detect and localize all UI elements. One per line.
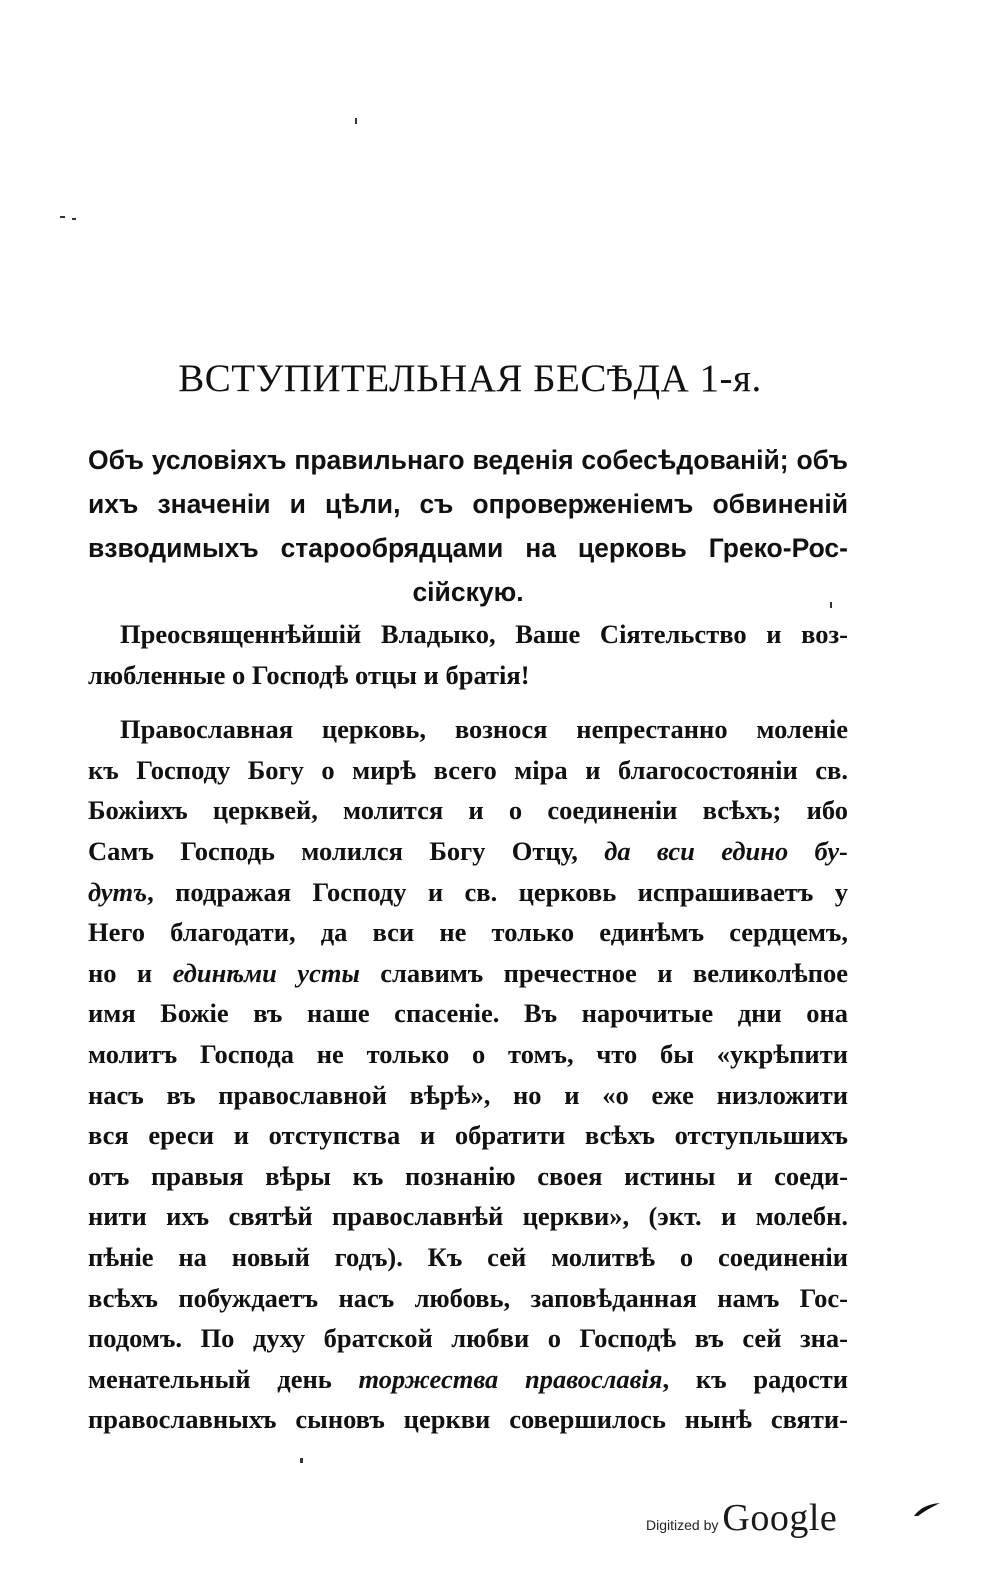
text-line: всѣхъ побуждаетъ насъ любовь, заповѣданная намъ Гос-	[88, 1282, 848, 1313]
text-line	[88, 872, 848, 913]
italic-quote: да вси едино бу-	[604, 835, 849, 866]
digitized-by-google-watermark	[646, 1496, 837, 1540]
text-line: Преосвященнѣйшій Владыко, Ваше Сіятельство и воз-	[120, 619, 848, 649]
text-line: вся ереси и отступства и обратити всѣхъ отступльшихъ	[88, 1120, 848, 1151]
text-run: Самъ Господь молился Богу Отцу,	[88, 835, 578, 866]
italic-quote: дутъ	[88, 876, 148, 907]
watermark-prefix: Digitized by	[646, 1517, 719, 1533]
scan-speck	[355, 118, 357, 124]
ink-mark-icon	[912, 1500, 942, 1518]
text-run: , къ радости	[662, 1363, 849, 1394]
text-line	[88, 953, 848, 994]
summary-line: взводимыхъ старообрядцами на церковь Греко-Рос-	[88, 533, 848, 563]
text-line: любленные о Господѣ отцы и братія!	[88, 659, 530, 690]
text-run: менательный день	[88, 1363, 332, 1394]
scan-speck	[300, 1458, 303, 1463]
italic-quote: единѣми усты	[172, 957, 360, 988]
scan-speck	[60, 216, 65, 218]
text-line: нити ихъ святѣй православнѣй церкви», (экт. и молебн.	[88, 1201, 848, 1232]
text-run: , подражая Господу и св. церковь испрашиваетъ у	[147, 876, 848, 907]
chapter-summary	[88, 438, 848, 614]
italic-quote: торжества православія	[358, 1363, 663, 1394]
body-text	[88, 614, 848, 1440]
scan-speck	[72, 218, 76, 220]
text-line: имя Божіе въ наше спасеніе. Въ нарочитые дни она	[88, 998, 848, 1029]
text-line: подомъ. По духу братской любви о Господѣ въ сей зна-	[88, 1323, 848, 1354]
text-line: отъ правыя вѣры къ познанію своея истины и соеди-	[88, 1160, 848, 1191]
text-line: пѣніе на новый годъ). Къ сей молитвѣ о соединеніи	[88, 1241, 848, 1272]
summary-line: сійскую.	[412, 577, 524, 607]
text-line: православныхъ сыновъ церкви совершилось нынѣ святи-	[88, 1404, 848, 1435]
text-run: но и	[88, 957, 153, 988]
text-line: къ Господу Богу о мирѣ всего міра и благосостояніи св.	[88, 754, 848, 785]
summary-line: ихъ значеніи и цѣли, съ опроверженіемъ обвиненій	[88, 489, 848, 519]
text-line: насъ въ православной вѣрѣ», но и «о еже низложити	[88, 1079, 848, 1110]
text-run: славимъ пречестное и великолѣпое	[380, 957, 848, 988]
page-title: ВСТУПИТЕЛЬНАЯ БЕСѢДА 1-я.	[178, 357, 762, 400]
text-line: Божіихъ церквей, молится и о соединеніи всѣхъ; ибо	[88, 795, 848, 826]
text-line: молитъ Господа не только о томъ, что бы «укрѣпити	[88, 1038, 848, 1069]
text-line: Православная церковь, вознося непрестанно моленіе	[120, 714, 848, 745]
text-line: Него благодати, да вси не только единѣмъ сердцемъ,	[88, 917, 848, 948]
google-logo: Google	[722, 1497, 838, 1539]
text-line	[88, 1359, 848, 1400]
summary-line: Объ условіяхъ правильнаго веденія собесѣдованій; объ	[88, 445, 848, 475]
text-line	[88, 831, 848, 872]
